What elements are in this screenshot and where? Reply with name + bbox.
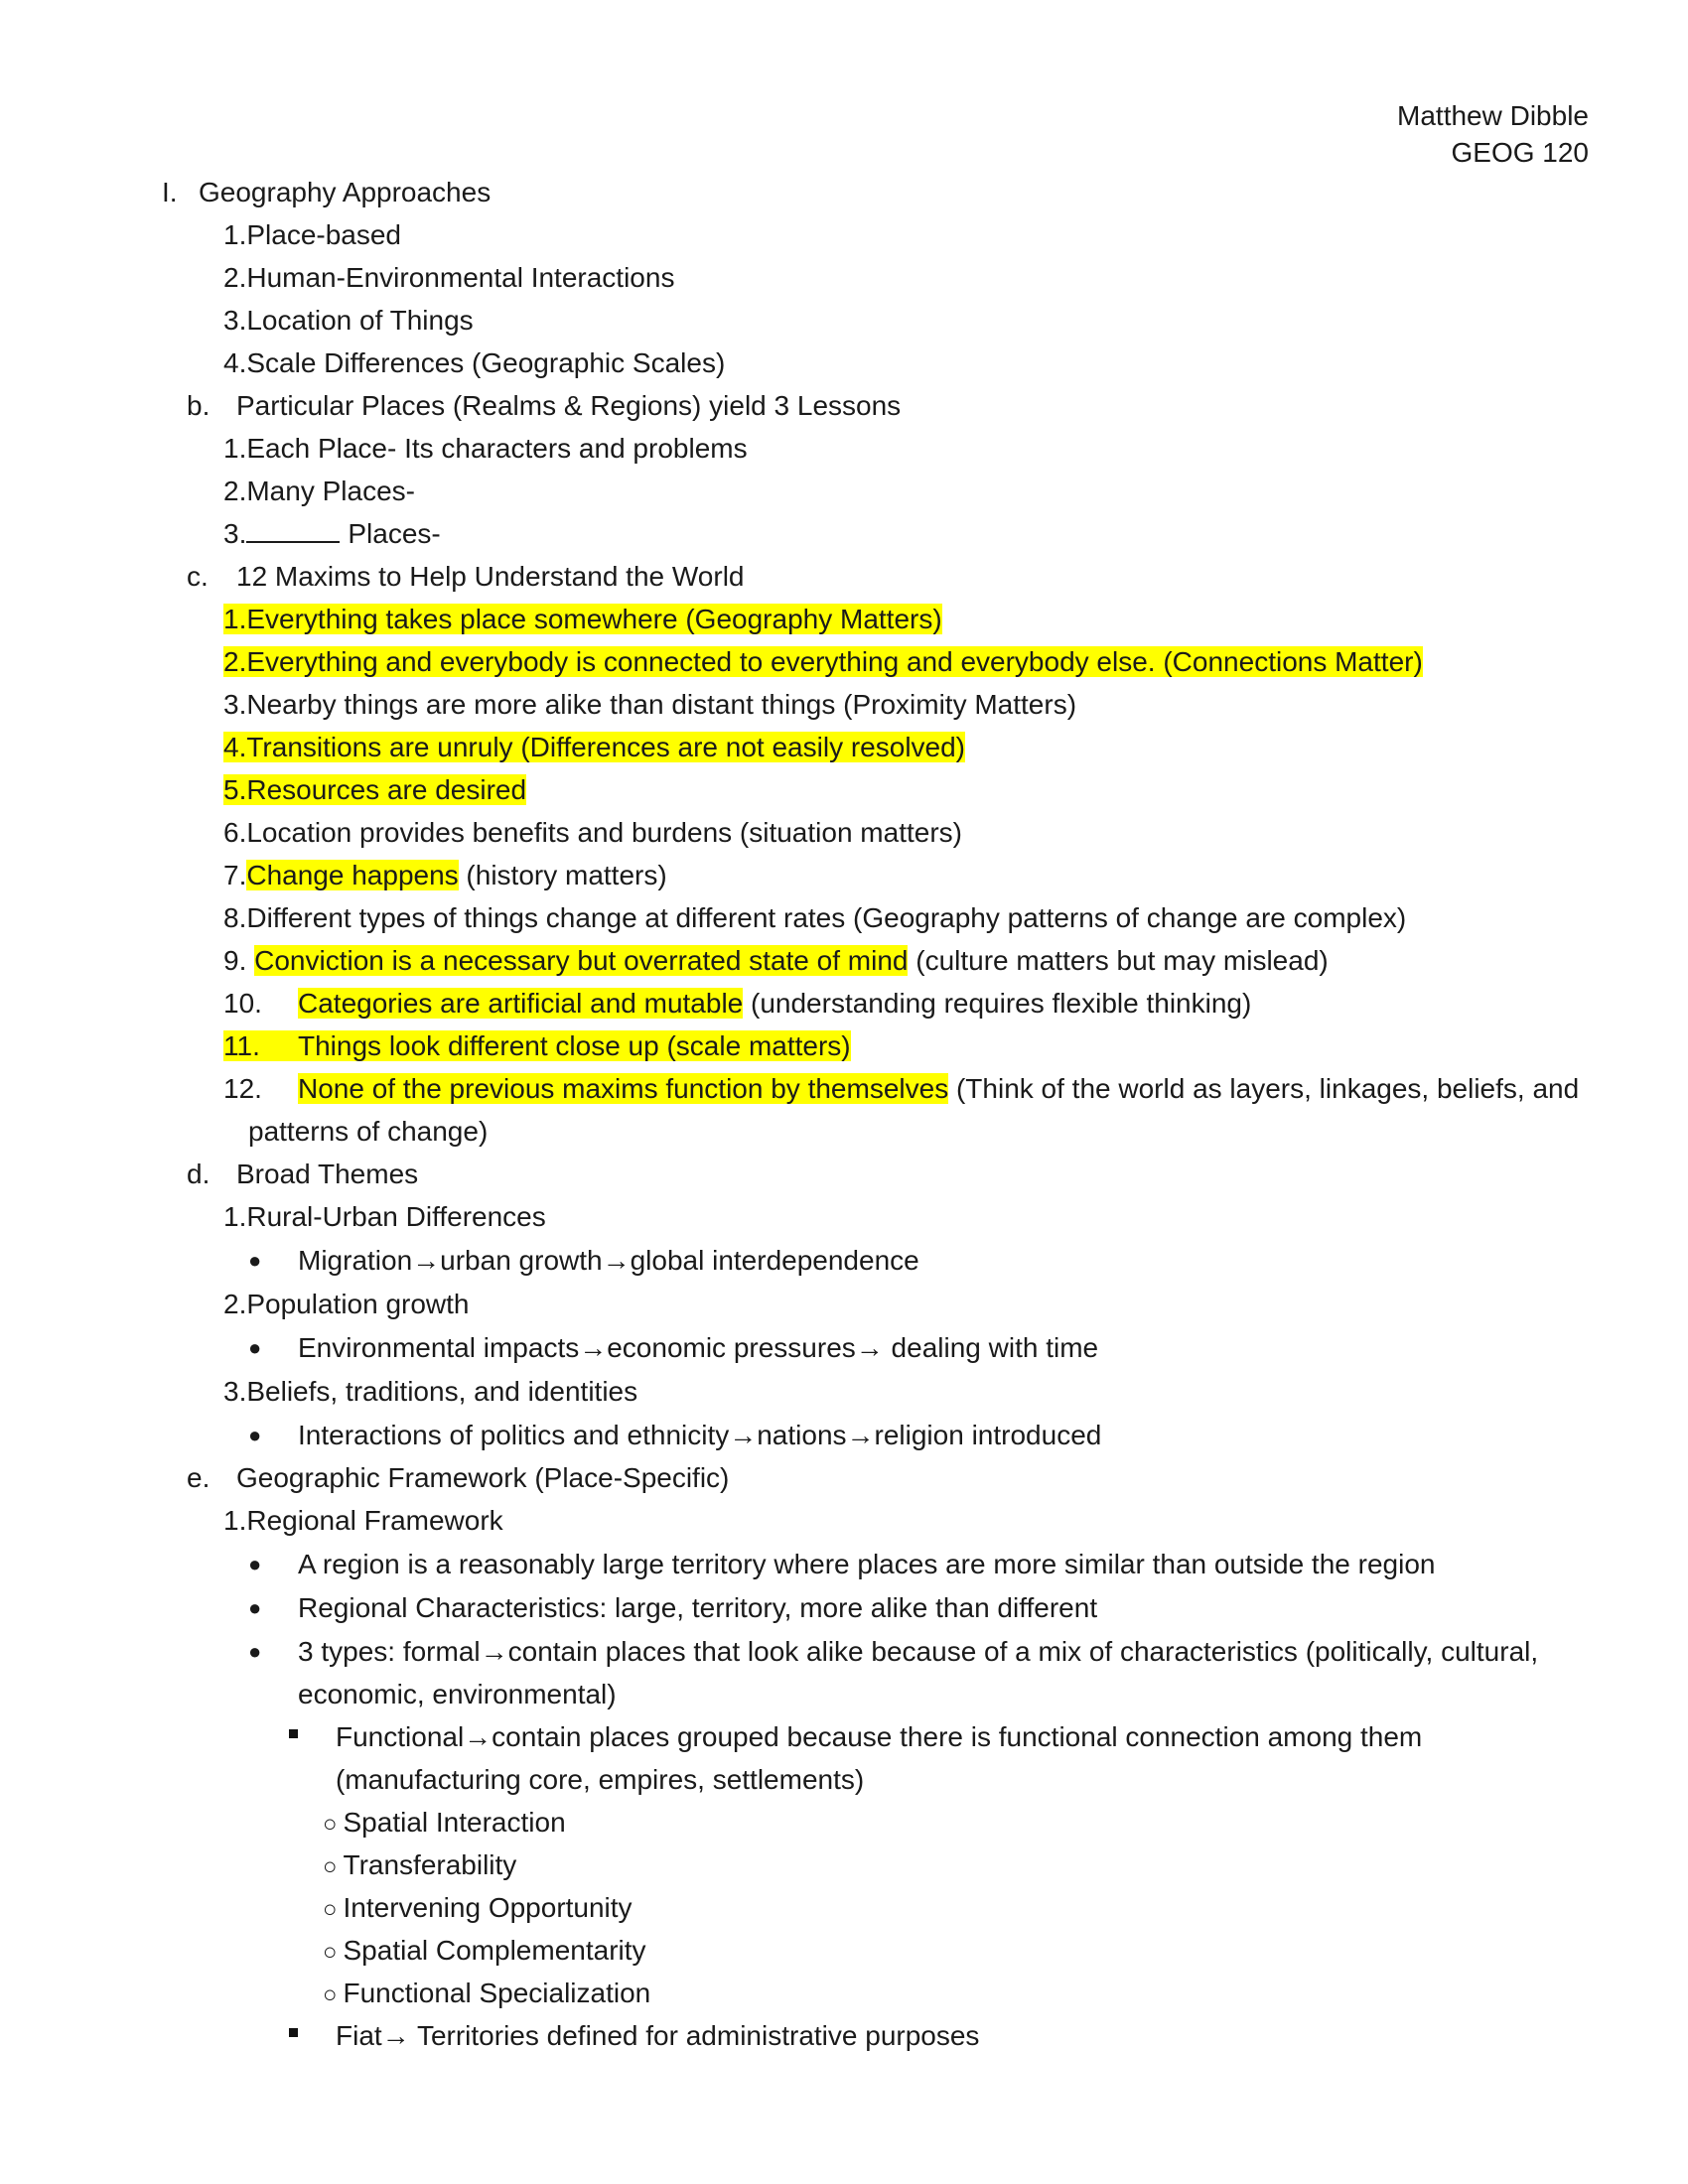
list-item: 4.Scale Differences (Geographic Scales) <box>223 347 726 378</box>
item-number: 10. <box>223 988 262 1019</box>
author-name: Matthew Dibble <box>1397 100 1589 131</box>
highlighted-text: 5.Resources are desired <box>223 774 527 805</box>
maxim-item: 3.Nearby things are more alike than distant things (Proximity Matters) <box>223 689 1077 720</box>
list-item: 3.Location of Things <box>223 305 474 336</box>
item-text: Spatial Interaction <box>343 1807 566 1838</box>
bullet-item: Migration→urban growth→global interdependence <box>298 1245 919 1276</box>
section-title: Broad Themes <box>236 1159 419 1189</box>
highlighted-text <box>223 1030 851 1061</box>
maxim-item <box>223 1027 851 1065</box>
circle-list-item <box>323 1846 516 1886</box>
maxim-item <box>223 942 1329 980</box>
circle-list-item <box>323 1804 566 1843</box>
item-text: (understanding requires flexible thinking) <box>743 988 1252 1019</box>
maxim-item <box>223 857 667 894</box>
bullet-icon: ● <box>248 1248 262 1273</box>
section-title: Geography Approaches <box>199 177 492 207</box>
sub-bullet-item: Functional→contain places grouped because there is functional connection among them <box>336 1721 1423 1752</box>
section-marker: b. <box>187 390 211 421</box>
maxim-item <box>223 771 526 809</box>
sub-bullet-item: Fiat→ Territories defined for administrative purposes <box>336 2020 980 2051</box>
document-header <box>1397 97 1589 171</box>
item-text: Places- <box>348 518 441 549</box>
square-bullet-icon <box>289 2028 298 2037</box>
bullet-item: Environmental impacts→economic pressures→ dealing with time <box>298 1332 1099 1363</box>
item-text: Things look different close up (scale matters) <box>298 1030 851 1061</box>
section-title: 12 Maxims to Help Understand the World <box>236 561 745 592</box>
list-item <box>223 515 441 553</box>
bullet-icon: ● <box>248 1335 262 1360</box>
list-item: 1.Each Place- Its characters and problems <box>223 433 748 464</box>
circle-bullet-icon: ○ <box>323 1811 338 1838</box>
item-text: (history matters) <box>458 860 667 890</box>
section-marker: I. <box>162 177 178 207</box>
course-code: GEOG 120 <box>1451 137 1589 168</box>
item-number: 7. <box>223 860 247 890</box>
bullet-icon: ● <box>248 1595 262 1620</box>
list-item: 1.Place-based <box>223 219 402 250</box>
maxim-item <box>223 985 1251 1023</box>
highlighted-text: None of the previous maxims function by themselves <box>298 1073 949 1104</box>
item-text: (Think of the world as layers, linkages, beliefs, and <box>948 1073 1580 1104</box>
circle-list-item <box>323 1889 633 1929</box>
highlighted-text: Conviction is a necessary but overrated state of mind <box>254 945 909 976</box>
circle-bullet-icon: ○ <box>323 1981 338 2008</box>
list-item: 3.Beliefs, traditions, and identities <box>223 1376 638 1407</box>
section-title: Geographic Framework (Place-Specific) <box>236 1462 730 1493</box>
list-item: 1.Regional Framework <box>223 1505 503 1536</box>
section-marker: e. <box>187 1462 211 1493</box>
item-number: 11. <box>223 1030 260 1061</box>
item-text: Functional Specialization <box>343 1978 651 2008</box>
section-marker: d. <box>187 1159 211 1189</box>
item-text: Intervening Opportunity <box>343 1892 633 1923</box>
bullet-icon: ● <box>248 1552 262 1576</box>
circle-list-item <box>323 1932 646 1972</box>
item-text: Transferability <box>343 1849 517 1880</box>
item-number: 3. <box>223 518 247 549</box>
blank-underline <box>246 515 340 543</box>
section-marker: c. <box>187 561 209 592</box>
sub-bullet-continuation: (manufacturing core, empires, settlements) <box>336 1764 865 1795</box>
highlighted-text: 1.Everything takes place somewhere (Geography Matters) <box>223 604 942 634</box>
item-text: Spatial Complementarity <box>343 1935 646 1966</box>
list-item: 2.Population growth <box>223 1289 470 1319</box>
maxim-item: 6.Location provides benefits and burdens (situation matters) <box>223 817 962 848</box>
maxim-item <box>223 601 942 638</box>
bullet-item: 3 types: formal→contain places that look alike because of a mix of characteristics (politically, cultural, <box>298 1636 1539 1667</box>
maxim-continuation: patterns of change) <box>248 1116 489 1147</box>
bullet-item: Regional Characteristics: large, territory, more alike than different <box>298 1592 1098 1623</box>
circle-bullet-icon: ○ <box>323 1853 338 1880</box>
highlighted-text: 2.Everything and everybody is connected to everything and everybody else. (Connections Matter) <box>223 646 1423 677</box>
highlighted-text: Change happens <box>246 860 459 890</box>
maxim-item <box>223 729 965 766</box>
highlighted-text: Categories are artificial and mutable <box>298 988 744 1019</box>
item-number: 12. <box>223 1073 262 1104</box>
highlighted-text: 4.Transitions are unruly (Differences are not easily resolved) <box>223 732 966 762</box>
bullet-item: Interactions of politics and ethnicity→nations→religion introduced <box>298 1420 1102 1450</box>
circle-list-item <box>323 1975 650 2014</box>
circle-bullet-icon: ○ <box>323 1939 338 1966</box>
item-number: 9. <box>223 945 255 976</box>
maxim-item: 8.Different types of things change at different rates (Geography patterns of change are complex) <box>223 902 1407 933</box>
maxim-item <box>223 643 1423 681</box>
item-text: (culture matters but may mislead) <box>908 945 1329 976</box>
square-bullet-icon <box>289 1729 298 1738</box>
bullet-continuation: economic, environmental) <box>298 1679 617 1709</box>
bullet-icon: ● <box>248 1423 262 1447</box>
list-item: 2.Human-Environmental Interactions <box>223 262 675 293</box>
list-item: 2.Many Places- <box>223 476 415 506</box>
maxim-item <box>223 1070 1579 1108</box>
list-item: 1.Rural-Urban Differences <box>223 1201 546 1232</box>
section-title: Particular Places (Realms & Regions) yield 3 Lessons <box>236 390 902 421</box>
bullet-icon: ● <box>248 1639 262 1664</box>
circle-bullet-icon: ○ <box>323 1896 338 1923</box>
bullet-item: A region is a reasonably large territory where places are more similar than outside the region <box>298 1549 1436 1579</box>
